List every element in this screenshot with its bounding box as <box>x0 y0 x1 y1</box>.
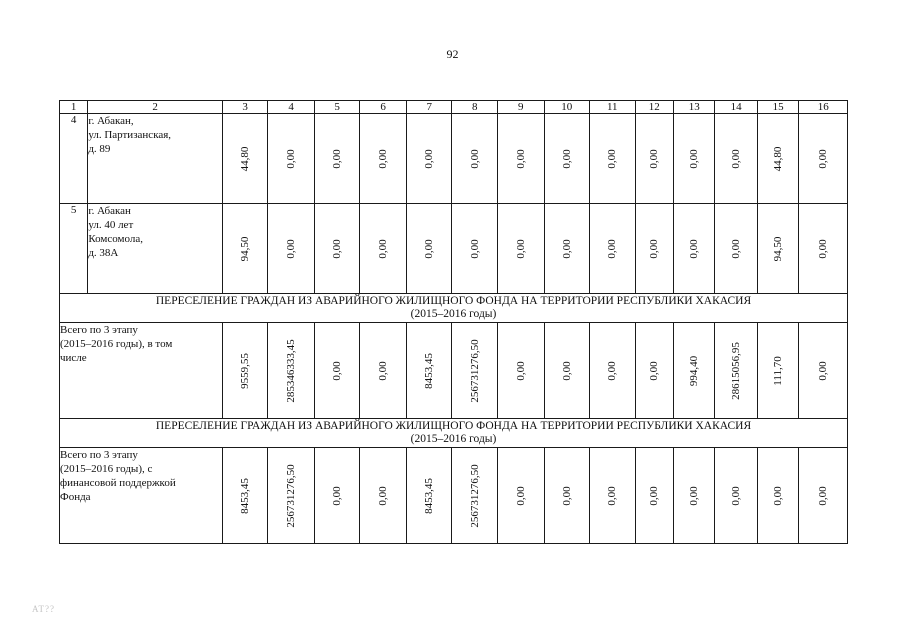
value-cell <box>799 448 848 544</box>
total-label <box>60 448 223 544</box>
value-cell <box>222 114 268 204</box>
column-number: 7 <box>406 101 452 114</box>
value-cell <box>590 114 636 204</box>
text-line: д. 38А <box>88 247 119 259</box>
value-cell <box>673 448 714 544</box>
column-number: 16 <box>799 101 848 114</box>
value-cell <box>406 204 452 294</box>
value-cell <box>360 114 407 204</box>
text-line: ул. 40 лет <box>88 219 134 231</box>
cell-value: 0,00 <box>468 238 481 259</box>
value-cell <box>268 323 315 419</box>
cell-value: 0,00 <box>648 485 661 506</box>
cell-value: 0,00 <box>606 148 619 169</box>
cell-value: 0,00 <box>560 360 573 381</box>
cell-value: 0,00 <box>331 148 344 169</box>
column-number: 15 <box>757 101 798 114</box>
cell-value: 0,00 <box>560 238 573 259</box>
text-line: (2015–2016 годы), с <box>60 463 153 475</box>
column-number: 3 <box>222 101 268 114</box>
cell-value: 0,00 <box>688 148 701 169</box>
text-line: (2015–2016 годы) <box>410 433 497 445</box>
text-line: Комсомола, <box>88 233 143 245</box>
value-cell <box>757 114 798 204</box>
cell-value: 0,00 <box>514 360 527 381</box>
cell-value: 994,40 <box>688 355 701 386</box>
cell-value: 0,00 <box>688 485 701 506</box>
text-line: (2015–2016 годы), в том <box>60 338 173 350</box>
cell-value: 0,00 <box>377 148 390 169</box>
cell-value: 0,00 <box>514 148 527 169</box>
value-cell <box>799 114 848 204</box>
value-cell <box>452 323 498 419</box>
value-cell <box>314 114 360 204</box>
value-cell <box>715 204 757 294</box>
cell-value: 28615056,95 <box>730 341 743 400</box>
value-cell <box>544 448 590 544</box>
value-cell <box>590 448 636 544</box>
text-line: ПЕРЕСЕЛЕНИЕ ГРАЖДАН ИЗ АВАРИЙНОГО ЖИЛИЩНОГО ФОНДА НА ТЕРРИТОРИИ РЕСПУБЛИКИ ХАКАСИЯ <box>155 420 752 432</box>
text-line: ПЕРЕСЕЛЕНИЕ ГРАЖДАН ИЗ АВАРИЙНОГО ЖИЛИЩНОГО ФОНДА НА ТЕРРИТОРИИ РЕСПУБЛИКИ ХАКАСИЯ <box>155 295 752 307</box>
cell-value: 256731276,50 <box>468 338 481 403</box>
value-cell <box>497 114 544 204</box>
page-number: 92 <box>446 47 459 61</box>
column-number: 5 <box>314 101 360 114</box>
address-cell <box>88 114 223 204</box>
value-cell <box>406 448 452 544</box>
column-number: 4 <box>268 101 315 114</box>
cell-value: 44,80 <box>772 146 785 171</box>
row-number: 5 <box>60 204 88 294</box>
cell-value: 0,00 <box>606 485 619 506</box>
cell-value: 0,00 <box>423 238 436 259</box>
section-heading-row <box>60 294 848 323</box>
table-row <box>60 204 848 294</box>
cell-value: 8453,45 <box>423 477 436 514</box>
value-cell <box>497 448 544 544</box>
cell-value: 0,00 <box>514 238 527 259</box>
value-cell <box>268 448 315 544</box>
cell-value: 0,00 <box>817 148 830 169</box>
column-number: 1 <box>60 101 88 114</box>
text-line: Всего по 3 этапу <box>60 449 138 461</box>
value-cell <box>635 448 673 544</box>
column-number: 9 <box>497 101 544 114</box>
value-cell <box>635 323 673 419</box>
value-cell <box>452 448 498 544</box>
value-cell <box>360 204 407 294</box>
cell-value: 0,00 <box>688 238 701 259</box>
text-line: г. Абакан, <box>88 115 134 127</box>
value-cell <box>757 448 798 544</box>
value-cell <box>222 323 268 419</box>
column-number-row <box>60 101 848 114</box>
column-number: 10 <box>544 101 590 114</box>
cell-value: 256731276,50 <box>285 463 298 528</box>
cell-value: 0,00 <box>606 238 619 259</box>
value-cell <box>314 204 360 294</box>
value-cell <box>268 114 315 204</box>
column-number: 12 <box>635 101 673 114</box>
value-cell <box>715 114 757 204</box>
value-cell <box>544 204 590 294</box>
text-line: Всего по 3 этапу <box>60 324 138 336</box>
cell-value: 0,00 <box>331 238 344 259</box>
column-number: 2 <box>88 101 223 114</box>
value-cell <box>590 204 636 294</box>
cell-value: 0,00 <box>648 360 661 381</box>
cell-value: 94,50 <box>772 236 785 261</box>
cell-value: 44,80 <box>239 146 252 171</box>
column-number: 8 <box>452 101 498 114</box>
total-row <box>60 323 848 419</box>
value-cell <box>673 323 714 419</box>
value-cell <box>314 323 360 419</box>
value-cell <box>799 323 848 419</box>
value-cell <box>715 323 757 419</box>
cell-value: 0,00 <box>606 360 619 381</box>
text-line: д. 89 <box>88 143 111 155</box>
value-cell <box>635 204 673 294</box>
value-cell <box>406 114 452 204</box>
value-cell <box>544 114 590 204</box>
text-line: ул. Партизанская, <box>88 129 172 141</box>
text-line: финансовой поддержкой <box>60 477 176 489</box>
value-cell <box>497 204 544 294</box>
cell-value: 94,50 <box>239 236 252 261</box>
value-cell <box>268 204 315 294</box>
cell-value: 0,00 <box>331 360 344 381</box>
cell-value: 0,00 <box>817 360 830 381</box>
value-cell <box>452 114 498 204</box>
section-heading <box>60 419 848 448</box>
text-line: Фонда <box>60 491 91 503</box>
cell-value: 256731276,50 <box>468 463 481 528</box>
cell-value: 9559,55 <box>239 352 252 389</box>
cell-value: 111,70 <box>772 355 785 386</box>
cell-value: 0,00 <box>377 360 390 381</box>
address-cell <box>88 204 223 294</box>
value-cell <box>360 448 407 544</box>
cell-value: 285346333,45 <box>285 338 298 403</box>
scan-mark: AT?? <box>32 604 55 614</box>
value-cell <box>222 204 268 294</box>
cell-value: 8453,45 <box>423 352 436 389</box>
data-table <box>59 100 848 544</box>
cell-value: 8453,45 <box>239 477 252 514</box>
value-cell <box>590 323 636 419</box>
column-number: 11 <box>590 101 636 114</box>
cell-value: 0,00 <box>285 148 298 169</box>
value-cell <box>360 323 407 419</box>
cell-value: 0,00 <box>730 148 743 169</box>
cell-value: 0,00 <box>648 238 661 259</box>
table-row <box>60 114 848 204</box>
row-number: 4 <box>60 114 88 204</box>
value-cell <box>544 323 590 419</box>
cell-value: 0,00 <box>560 148 573 169</box>
cell-value: 0,00 <box>377 238 390 259</box>
value-cell <box>799 204 848 294</box>
cell-value: 0,00 <box>377 485 390 506</box>
cell-value: 0,00 <box>730 485 743 506</box>
value-cell <box>452 204 498 294</box>
cell-value: 0,00 <box>468 148 481 169</box>
text-line: г. Абакан <box>88 205 131 217</box>
column-number: 6 <box>360 101 407 114</box>
value-cell <box>222 448 268 544</box>
cell-value: 0,00 <box>514 485 527 506</box>
cell-value: 0,00 <box>285 238 298 259</box>
cell-value: 0,00 <box>648 148 661 169</box>
cell-value: 0,00 <box>817 238 830 259</box>
text-line: числе <box>60 352 87 364</box>
cell-value: 0,00 <box>817 485 830 506</box>
cell-value: 0,00 <box>331 485 344 506</box>
value-cell <box>757 204 798 294</box>
value-cell <box>497 323 544 419</box>
total-row <box>60 448 848 544</box>
total-label <box>60 323 223 419</box>
value-cell <box>406 323 452 419</box>
value-cell <box>715 448 757 544</box>
value-cell <box>673 204 714 294</box>
text-line: (2015–2016 годы) <box>410 308 497 320</box>
column-number: 13 <box>673 101 714 114</box>
cell-value: 0,00 <box>560 485 573 506</box>
value-cell <box>757 323 798 419</box>
cell-value: 0,00 <box>423 148 436 169</box>
cell-value: 0,00 <box>772 485 785 506</box>
section-heading <box>60 294 848 323</box>
value-cell <box>314 448 360 544</box>
cell-value: 0,00 <box>730 238 743 259</box>
section-heading-row <box>60 419 848 448</box>
column-number: 14 <box>715 101 757 114</box>
value-cell <box>673 114 714 204</box>
value-cell <box>635 114 673 204</box>
